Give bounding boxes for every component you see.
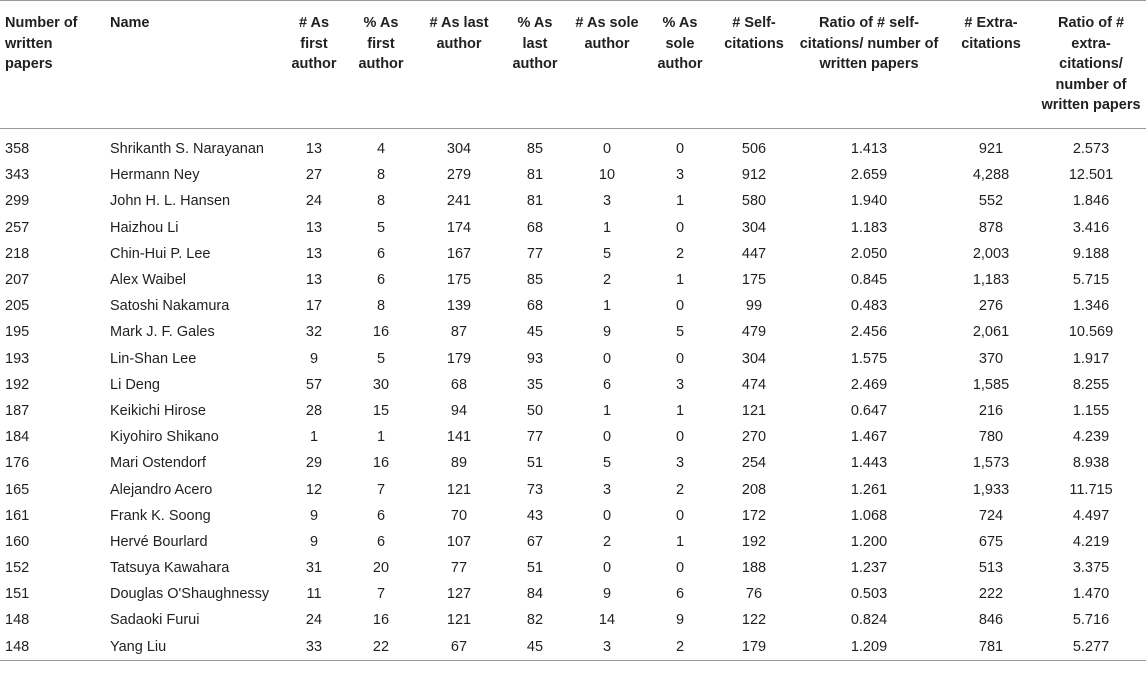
cell-self-citation-ratio: 0.824	[850, 612, 888, 629]
cell-sole-author-count: 6	[602, 376, 612, 393]
header-row	[0, 1, 1146, 129]
cell-first-author-count: 31	[305, 560, 323, 577]
cell-name: Satoshi Nakamura	[110, 298, 230, 315]
cell-first-author-count: 13	[305, 219, 323, 236]
cell-extra-citation-ratio: 12.501	[1068, 167, 1114, 184]
cell-first-author-pct: 16	[372, 324, 390, 341]
cell-name: Hermann Ney	[110, 167, 200, 184]
cell-first-author-pct: 7	[376, 586, 386, 603]
cell-last-author-count: 241	[446, 193, 472, 210]
cell-extra-citation-ratio: 2.573	[1072, 141, 1110, 158]
cell-extra-citations: 1,933	[972, 481, 1010, 498]
cell-self-citations: 270	[741, 429, 767, 446]
cell-self-citation-ratio: 0.483	[850, 298, 888, 315]
cell-self-citations: 175	[741, 272, 767, 289]
cell-sole-author-count: 3	[602, 481, 612, 498]
cell-last-author-pct: 85	[526, 272, 544, 289]
cell-last-author-pct: 50	[526, 402, 544, 419]
cell-papers-count: 184	[5, 429, 30, 446]
cell-self-citations: 479	[741, 324, 767, 341]
cell-last-author-count: 68	[450, 376, 468, 393]
table-row	[0, 372, 1146, 398]
cell-name: Tatsuya Kawahara	[110, 560, 230, 577]
cell-self-citations: 474	[741, 376, 767, 393]
cell-self-citation-ratio: 1.413	[850, 141, 888, 158]
cell-self-citation-ratio: 2.469	[850, 376, 888, 393]
cell-first-author-count: 33	[305, 638, 323, 655]
cell-name: Keikichi Hirose	[110, 402, 206, 419]
cell-first-author-pct: 8	[376, 193, 386, 210]
cell-first-author-count: 27	[305, 167, 323, 184]
cell-first-author-pct: 6	[376, 272, 386, 289]
column-header-extra-citation-ratio: Ratio of # extra-citations/ number of written papers	[1041, 15, 1141, 113]
table-row	[0, 346, 1146, 372]
cell-self-citation-ratio: 1.068	[850, 507, 888, 524]
cell-sole-author-count: 0	[602, 560, 612, 577]
cell-last-author-count: 107	[446, 533, 472, 550]
cell-extra-citations: 1,585	[972, 376, 1010, 393]
cell-papers-count: 176	[5, 455, 30, 472]
cell-extra-citations: 724	[978, 507, 1004, 524]
cell-sole-author-pct: 5	[675, 324, 685, 341]
column-header-last-author-count: # As last author	[429, 15, 489, 52]
cell-extra-citation-ratio: 9.188	[1072, 245, 1110, 262]
cell-last-author-pct: 77	[526, 429, 544, 446]
cell-first-author-pct: 5	[376, 219, 386, 236]
cell-extra-citation-ratio: 5.716	[1072, 612, 1110, 629]
cell-extra-citations: 370	[978, 350, 1004, 367]
cell-papers-count: 187	[5, 402, 30, 419]
cell-sole-author-pct: 3	[675, 455, 685, 472]
cell-extra-citations: 2,061	[972, 324, 1010, 341]
cell-sole-author-pct: 0	[675, 141, 685, 158]
cell-sole-author-count: 14	[598, 612, 616, 629]
cell-papers-count: 257	[5, 219, 30, 236]
cell-first-author-count: 17	[305, 298, 323, 315]
cell-extra-citations: 781	[978, 638, 1004, 655]
cell-name: Haizhou Li	[110, 219, 179, 236]
cell-last-author-pct: 85	[526, 141, 544, 158]
cell-last-author-count: 141	[446, 429, 472, 446]
table-row	[0, 477, 1146, 503]
cell-extra-citations: 780	[978, 429, 1004, 446]
cell-name: Frank K. Soong	[110, 507, 211, 524]
cell-self-citation-ratio: 0.647	[850, 402, 888, 419]
cell-self-citation-ratio: 1.575	[850, 350, 888, 367]
cell-last-author-count: 279	[446, 167, 472, 184]
cell-sole-author-pct: 0	[675, 429, 685, 446]
cell-first-author-pct: 8	[376, 298, 386, 315]
cell-papers-count: 152	[5, 560, 30, 577]
cell-last-author-count: 174	[446, 219, 472, 236]
cell-extra-citations: 2,003	[972, 245, 1010, 262]
cell-last-author-pct: 51	[526, 455, 544, 472]
cell-first-author-pct: 22	[372, 638, 390, 655]
cell-last-author-count: 121	[446, 481, 472, 498]
cell-sole-author-pct: 2	[675, 245, 685, 262]
cell-first-author-pct: 20	[372, 560, 390, 577]
cell-last-author-count: 167	[446, 245, 472, 262]
cell-last-author-count: 94	[450, 402, 468, 419]
cell-first-author-count: 13	[305, 245, 323, 262]
cell-name: Douglas O'Shaughnessy	[110, 586, 270, 603]
cell-last-author-pct: 68	[526, 298, 544, 315]
cell-first-author-count: 28	[305, 402, 323, 419]
cell-extra-citations: 216	[978, 402, 1004, 419]
cell-sole-author-pct: 3	[675, 167, 685, 184]
cell-last-author-pct: 73	[526, 481, 544, 498]
cell-last-author-pct: 51	[526, 560, 544, 577]
cell-papers-count: 160	[5, 533, 30, 550]
cell-sole-author-count: 0	[602, 141, 612, 158]
cell-sole-author-pct: 0	[675, 298, 685, 315]
cell-first-author-count: 13	[305, 141, 323, 158]
cell-sole-author-pct: 3	[675, 376, 685, 393]
cell-sole-author-count: 0	[602, 350, 612, 367]
cell-sole-author-count: 9	[602, 324, 612, 341]
cell-papers-count: 193	[5, 350, 30, 367]
cell-papers-count: 358	[5, 141, 30, 158]
cell-sole-author-count: 2	[602, 272, 612, 289]
cell-sole-author-pct: 9	[675, 612, 685, 629]
cell-last-author-pct: 45	[526, 324, 544, 341]
cell-first-author-pct: 8	[376, 167, 386, 184]
cell-last-author-count: 304	[446, 141, 472, 158]
column-header-name: Name	[110, 15, 150, 31]
table-row	[0, 189, 1146, 215]
cell-first-author-pct: 5	[376, 350, 386, 367]
table-row	[0, 241, 1146, 267]
cell-sole-author-pct: 1	[675, 402, 685, 419]
table-row	[0, 608, 1146, 634]
cell-extra-citation-ratio: 1.470	[1072, 586, 1110, 603]
cell-sole-author-pct: 1	[675, 533, 685, 550]
cell-last-author-pct: 84	[526, 586, 544, 603]
cell-extra-citation-ratio: 10.569	[1068, 324, 1114, 341]
cell-self-citation-ratio: 1.467	[850, 429, 888, 446]
cell-sole-author-count: 1	[602, 402, 612, 419]
cell-sole-author-count: 10	[598, 167, 616, 184]
cell-self-citation-ratio: 1.237	[850, 560, 888, 577]
cell-first-author-count: 29	[305, 455, 323, 472]
cell-first-author-count: 24	[305, 612, 323, 629]
cell-name: Mari Ostendorf	[110, 455, 206, 472]
cell-extra-citation-ratio: 3.416	[1072, 219, 1110, 236]
cell-first-author-count: 11	[306, 586, 322, 603]
cell-name: Sadaoki Furui	[110, 612, 200, 629]
cell-first-author-pct: 6	[376, 507, 386, 524]
cell-self-citation-ratio: 0.503	[850, 586, 888, 603]
cell-sole-author-pct: 6	[675, 586, 685, 603]
cell-last-author-count: 89	[450, 455, 468, 472]
cell-name: Li Deng	[110, 376, 160, 393]
table-row	[0, 163, 1146, 189]
table-row	[0, 398, 1146, 424]
cell-first-author-pct: 16	[372, 612, 390, 629]
cell-first-author-count: 24	[305, 193, 323, 210]
cell-first-author-count: 13	[305, 272, 323, 289]
column-header-sole-author-pct: % As sole author	[657, 15, 703, 72]
cell-name: Alejandro Acero	[110, 481, 213, 498]
cell-extra-citation-ratio: 8.255	[1072, 376, 1110, 393]
cell-extra-citations: 552	[978, 193, 1004, 210]
cell-last-author-count: 179	[446, 350, 472, 367]
cell-papers-count: 192	[5, 376, 30, 393]
cell-sole-author-pct: 2	[675, 481, 685, 498]
cell-sole-author-count: 9	[602, 586, 612, 603]
cell-self-citations: 304	[741, 219, 767, 236]
cell-self-citations: 580	[741, 193, 767, 210]
cell-name: Chin-Hui P. Lee	[110, 245, 211, 262]
cell-sole-author-count: 2	[602, 533, 612, 550]
cell-first-author-pct: 4	[376, 141, 386, 158]
cell-first-author-count: 9	[309, 507, 319, 524]
cell-self-citations: 506	[741, 141, 767, 158]
cell-last-author-pct: 81	[526, 167, 544, 184]
column-header-sole-author-count: # As sole author	[575, 15, 639, 52]
cell-extra-citation-ratio: 1.846	[1072, 193, 1110, 210]
cell-extra-citations: 4,288	[972, 167, 1010, 184]
cell-first-author-pct: 6	[376, 245, 386, 262]
cell-papers-count: 299	[5, 193, 30, 210]
cell-sole-author-count: 1	[602, 298, 612, 315]
cell-self-citations: 447	[741, 245, 767, 262]
cell-extra-citation-ratio: 1.917	[1072, 350, 1110, 367]
cell-self-citation-ratio: 1.183	[850, 219, 888, 236]
cell-self-citations: 254	[741, 455, 767, 472]
cell-extra-citations: 1,573	[972, 455, 1010, 472]
cell-sole-author-pct: 0	[675, 350, 685, 367]
column-header-first-author-count: # As first author	[291, 15, 337, 72]
cell-papers-count: 343	[5, 167, 30, 184]
cell-sole-author-count: 3	[602, 193, 612, 210]
table-header	[0, 1, 1146, 129]
table-row	[0, 267, 1146, 293]
cell-name: Hervé Bourlard	[110, 533, 208, 550]
table-row	[0, 529, 1146, 555]
table-row	[0, 582, 1146, 608]
cell-first-author-count: 9	[309, 533, 319, 550]
cell-self-citations: 179	[741, 638, 767, 655]
table-row	[0, 128, 1146, 163]
cell-self-citation-ratio: 2.050	[850, 245, 888, 262]
cell-extra-citation-ratio: 4.239	[1072, 429, 1110, 446]
cell-papers-count: 218	[5, 245, 30, 262]
cell-extra-citation-ratio: 4.219	[1072, 533, 1110, 550]
table-row	[0, 503, 1146, 529]
cell-first-author-pct: 1	[376, 429, 386, 446]
column-header-first-author-pct: % As first author	[358, 15, 404, 72]
cell-name: Mark J. F. Gales	[110, 324, 215, 341]
cell-name: Alex Waibel	[110, 272, 187, 289]
cell-last-author-count: 77	[450, 560, 468, 577]
table-row	[0, 634, 1146, 661]
cell-last-author-pct: 93	[526, 350, 544, 367]
cell-sole-author-count: 0	[602, 507, 612, 524]
column-header-papers-count: Number of written papers	[5, 15, 78, 72]
cell-first-author-count: 9	[309, 350, 319, 367]
cell-papers-count: 205	[5, 298, 30, 315]
cell-self-citation-ratio: 1.200	[850, 533, 888, 550]
cell-papers-count: 207	[5, 272, 30, 289]
cell-last-author-pct: 45	[526, 638, 544, 655]
cell-sole-author-pct: 1	[675, 272, 685, 289]
cell-self-citations: 121	[741, 402, 767, 419]
table-row	[0, 425, 1146, 451]
cell-last-author-count: 175	[446, 272, 472, 289]
cell-extra-citation-ratio: 1.155	[1072, 402, 1110, 419]
cell-extra-citation-ratio: 11.715	[1069, 481, 1113, 498]
cell-first-author-count: 12	[305, 481, 323, 498]
cell-last-author-count: 67	[450, 638, 468, 655]
cell-first-author-pct: 16	[372, 455, 390, 472]
cell-last-author-pct: 35	[526, 376, 544, 393]
table-row	[0, 294, 1146, 320]
column-header-extra-citations: # Extra-citations	[961, 15, 1021, 52]
cell-sole-author-pct: 0	[675, 507, 685, 524]
cell-sole-author-count: 5	[602, 455, 612, 472]
cell-name: Lin-Shan Lee	[110, 350, 197, 367]
table-row	[0, 451, 1146, 477]
cell-first-author-count: 32	[305, 324, 323, 341]
cell-last-author-pct: 81	[526, 193, 544, 210]
cell-extra-citation-ratio: 3.375	[1072, 560, 1110, 577]
cell-sole-author-count: 3	[602, 638, 612, 655]
cell-self-citations: 99	[745, 298, 763, 315]
cell-last-author-count: 70	[450, 507, 468, 524]
cell-extra-citations: 921	[978, 141, 1004, 158]
cell-self-citation-ratio: 1.261	[850, 481, 888, 498]
cell-first-author-pct: 7	[376, 481, 386, 498]
cell-extra-citations: 222	[978, 586, 1004, 603]
cell-extra-citation-ratio: 5.715	[1072, 272, 1110, 289]
cell-self-citations: 208	[741, 481, 767, 498]
column-header-last-author-pct: % As last author	[512, 15, 558, 72]
cell-self-citations: 912	[741, 167, 767, 184]
cell-first-author-pct: 15	[372, 402, 390, 419]
table-body	[0, 128, 1146, 661]
cell-self-citations: 188	[741, 560, 767, 577]
cell-self-citation-ratio: 2.659	[850, 167, 888, 184]
cell-last-author-pct: 43	[526, 507, 544, 524]
table-row	[0, 556, 1146, 582]
cell-papers-count: 148	[5, 612, 30, 629]
cell-self-citations: 122	[741, 612, 767, 629]
cell-first-author-pct: 30	[372, 376, 390, 393]
cell-extra-citation-ratio: 8.938	[1072, 455, 1110, 472]
table-row	[0, 215, 1146, 241]
column-header-self-citations: # Self-citations	[724, 15, 784, 52]
cell-first-author-count: 1	[309, 429, 319, 446]
cell-self-citations: 192	[741, 533, 767, 550]
cell-self-citation-ratio: 0.845	[850, 272, 888, 289]
cell-self-citation-ratio: 1.443	[850, 455, 888, 472]
cell-papers-count: 161	[5, 507, 30, 524]
cell-self-citations: 172	[741, 507, 767, 524]
cell-extra-citation-ratio: 5.277	[1072, 638, 1110, 655]
cell-extra-citations: 675	[978, 533, 1004, 550]
cell-extra-citations: 1,183	[972, 272, 1010, 289]
cell-self-citations: 304	[741, 350, 767, 367]
cell-extra-citations: 846	[978, 612, 1004, 629]
cell-self-citation-ratio: 1.209	[850, 638, 888, 655]
cell-sole-author-pct: 0	[675, 560, 685, 577]
cell-name: Yang Liu	[110, 638, 167, 655]
cell-last-author-pct: 68	[526, 219, 544, 236]
cell-first-author-pct: 6	[376, 533, 386, 550]
cell-extra-citation-ratio: 1.346	[1072, 298, 1110, 315]
cell-papers-count: 151	[5, 586, 30, 603]
table-row	[0, 320, 1146, 346]
cell-self-citations: 76	[745, 586, 763, 603]
cell-name: Shrikanth S. Narayanan	[110, 141, 264, 158]
cell-name: Kiyohiro Shikano	[110, 429, 219, 446]
cell-self-citation-ratio: 1.940	[850, 193, 888, 210]
cell-extra-citations: 878	[978, 219, 1004, 236]
cell-papers-count: 195	[5, 324, 30, 341]
cell-self-citation-ratio: 2.456	[850, 324, 888, 341]
cell-papers-count: 165	[5, 481, 30, 498]
cell-sole-author-pct: 1	[675, 193, 685, 210]
cell-last-author-count: 127	[446, 586, 472, 603]
cell-sole-author-count: 1	[602, 219, 612, 236]
cell-sole-author-pct: 0	[675, 219, 685, 236]
cell-extra-citations: 276	[978, 298, 1004, 315]
cell-last-author-pct: 67	[526, 533, 544, 550]
cell-first-author-count: 57	[305, 376, 323, 393]
cell-last-author-pct: 77	[526, 245, 544, 262]
cell-sole-author-count: 5	[602, 245, 612, 262]
cell-papers-count: 148	[5, 638, 30, 655]
cell-extra-citation-ratio: 4.497	[1072, 507, 1110, 524]
column-header-self-citation-ratio: Ratio of # self-citations/ number of written papers	[799, 15, 939, 72]
cell-last-author-count: 87	[450, 324, 468, 341]
cell-last-author-pct: 82	[526, 612, 544, 629]
cell-extra-citations: 513	[978, 560, 1004, 577]
cell-name: John H. L. Hansen	[110, 193, 231, 210]
cell-last-author-count: 139	[446, 298, 472, 315]
cell-last-author-count: 121	[446, 612, 472, 629]
cell-sole-author-count: 0	[602, 429, 612, 446]
cell-sole-author-pct: 2	[675, 638, 685, 655]
